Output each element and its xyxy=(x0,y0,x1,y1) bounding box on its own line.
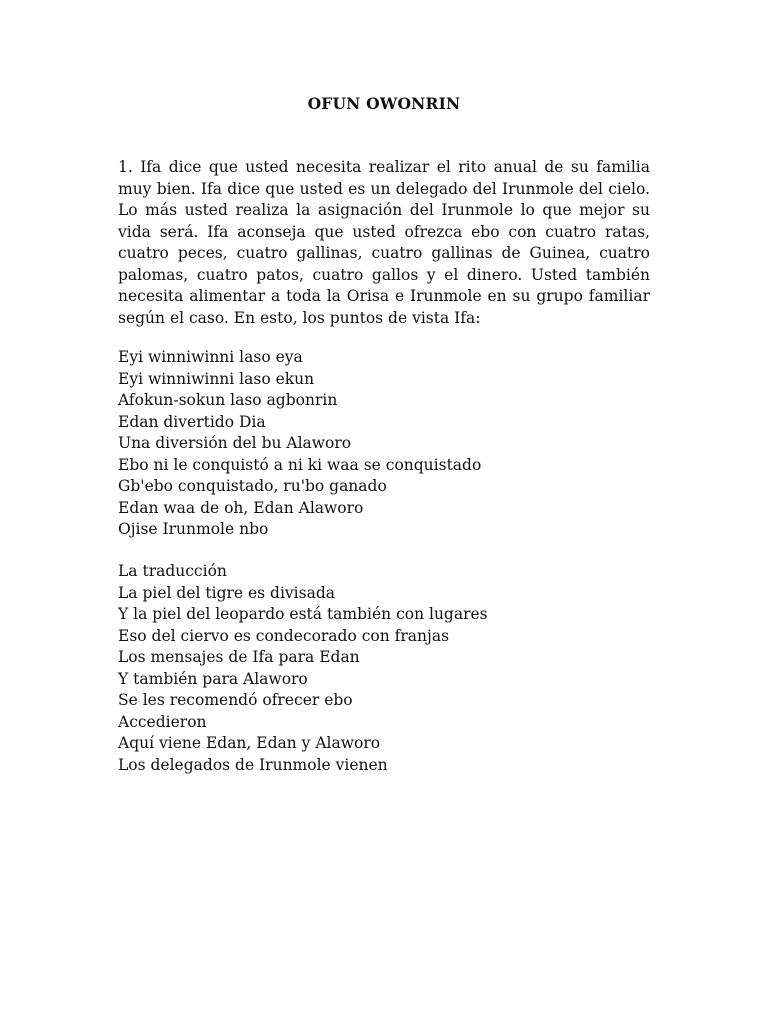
translation-line: Y también para Alaworo xyxy=(118,669,308,688)
verse-line: Gb'ebo conquistado, ru'bo ganado xyxy=(118,477,387,495)
translation-line: Eso del ciervo es condecorado con franjas xyxy=(118,626,450,645)
translation-heading: La traducción xyxy=(118,562,227,580)
verse-line: Ebo ni le conquistó a ni ki waa se conquistado xyxy=(118,455,482,474)
verse-line: Edan divertido Dia xyxy=(118,412,266,431)
translation-line: Y la piel del leopardo está también con lugares xyxy=(118,605,488,623)
verse-block xyxy=(118,347,678,541)
verse-line: Ojise Irunmole nbo xyxy=(118,520,269,538)
translation-line: Se les recomendó ofrecer ebo xyxy=(118,691,353,709)
verse-line: Una diversión del bu Alaworo xyxy=(118,434,352,452)
translation-block xyxy=(118,561,678,776)
intro-paragraph: 1. Ifa dice que usted necesita realizar el rito anual de su familia muy bien. Ifa dice que usted es un delegado del Irunmole del cielo. Lo más usted realiza la asignación del Irunmole lo que mejor su vida será. Ifa aconseja que usted ofrezca ebo con cuatro ratas, cuatro peces, cuatro gallinas, cuatro gallinas de Guinea, cuatro palomas, cuatro patos, cuatro gallos y el dinero. Usted también necesita alimentar a toda la Orisa e Irunmole en su grupo familiar según el caso. En esto, los puntos de vista Ifa: xyxy=(118,158,650,327)
translation-line: Los mensajes de Ifa para Edan xyxy=(118,648,360,666)
translation-line: Accedieron xyxy=(118,712,207,731)
verse-line: Edan waa de oh, Edan Alaworo xyxy=(118,498,364,517)
translation-line: Aquí viene Edan, Edan y Alaworo xyxy=(118,734,381,752)
document-title: OFUN OWONRIN xyxy=(307,94,461,113)
translation-line: Los delegados de Irunmole vienen xyxy=(118,755,388,774)
verse-line: Afokun-sokun laso agbonrin xyxy=(118,391,338,409)
verse-line: Eyi winniwinni laso eya xyxy=(118,348,303,366)
translation-line: La piel del tigre es divisada xyxy=(118,583,335,602)
verse-line: Eyi winniwinni laso ekun xyxy=(118,369,315,388)
